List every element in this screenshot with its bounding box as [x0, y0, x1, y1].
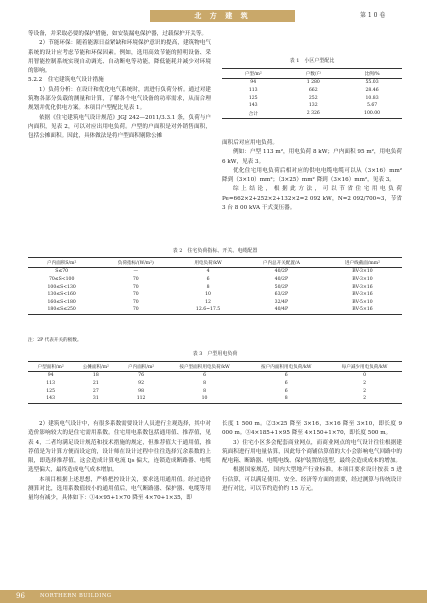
table-cell: 55.03 [365, 80, 379, 86]
table-cell: 40/2P [274, 269, 289, 275]
table-header-cell: 户数/户 [284, 69, 342, 79]
table-cell: 70 [132, 299, 139, 305]
table-cell: 31 [73, 395, 118, 403]
table-header-cell: 户型/m² [222, 69, 284, 79]
table-header-cell: 按户型面积用电负荷/kW [164, 362, 246, 372]
paragraph: 综上结论，根据此方法，可以节省住宅用电负荷 Pe=662×2+252×2+132×2=2 092 kW，N=2 092/700≈3，节省 3 台 8 00 kVA 干式变压器。 [222, 186, 402, 212]
table-row [28, 291, 402, 299]
table-cell: 70 [132, 277, 139, 283]
table-cell: 112 [118, 395, 163, 403]
table-header-cell: 户内总开关配置/A [240, 258, 323, 268]
table-cell: 4 [206, 269, 210, 275]
table-cell: 0 [363, 373, 367, 379]
table-cell: 32/4P [274, 299, 289, 305]
table-cell: BV-3×10 [352, 269, 373, 275]
table-cell: 2 326 [284, 110, 342, 119]
journal-name-footer: NORTHERN BUILDING [40, 593, 112, 599]
table-cell: 113 [46, 381, 55, 387]
table-cell: 1 280 [306, 80, 320, 86]
table-cell: BV-3×16 [352, 292, 373, 298]
table-cell: 2 [363, 381, 367, 387]
table-header-cell: 负荷指标/(W/m²) [95, 258, 176, 268]
table-cell: 100≤S<130 [47, 284, 76, 290]
table-row [222, 94, 402, 102]
table-cell: 6 [284, 388, 288, 394]
paragraph: 本项目根据上述思想，严格把控设计关，要求选用通用值。经过造价测算对比，选用系数值较小的通用值后，电气断路器、保护器、电缆等用量均有减少，具体如下：①4×95+1×70 降至 4×70+1×35，即 [28, 476, 211, 502]
table-cell: BV-3×16 [352, 284, 373, 290]
table-cell: 143 [28, 395, 73, 403]
paragraph: 2）节能环保：随着能源日益紧缺和环境保护意识的提高，建筑物电气系统的设计应考虑节能和环保因素。例如，选用高效节能的照明设备、采用智能控制系统实现自动调光、自动断电等功能，降低能耗并减少对环境的影响。 [28, 40, 211, 75]
paragraph: 根据国家规范，国内大型地产行业标准，本项目要求设计按表 5 进行估算，可以满足使用、安全、经济等方面的需要，经过测算与传统设计进行对比，可以节约造价约 15 万元。 [222, 467, 402, 493]
right-column-bottom [222, 420, 402, 494]
table-row [222, 110, 402, 119]
table2-note: 注：2P 代表开关的极数。 [28, 338, 82, 343]
table-cell: S≤70 [55, 269, 69, 275]
table-cell: 27 [92, 388, 99, 394]
table-cell: 98 [138, 388, 145, 394]
table-cell: 662 [308, 88, 318, 94]
table-cell: 76 [138, 373, 145, 379]
left-column-bottom [28, 420, 211, 504]
table-row [28, 387, 402, 395]
table-cell: BV-5×16 [323, 306, 402, 314]
table-cell: 125 [46, 388, 55, 394]
paragraph: 3）住宅小区多会配套商业网点，而商业网点的电气设计往往根据建筑面积进行用电量估算，因此每个商铺估算值的大小会影响电气回路中的配电箱、断路器、电缆电线、保护装置的选型，最终会造成成本的增加。 [222, 439, 402, 465]
table-row [222, 102, 402, 110]
left-column-top [28, 30, 211, 142]
journal-title: 北 方 建 筑 [194, 11, 251, 20]
table-cell: 50/2P [274, 284, 289, 290]
table-cell: 92 [138, 381, 145, 387]
table-cell: 94 [47, 373, 54, 379]
table-cell: 94 [250, 80, 257, 86]
page-number: 96 [16, 592, 25, 600]
table-cell: 70 [132, 284, 139, 290]
table-cell: 6 [203, 373, 207, 379]
table-cell: 70 [95, 306, 176, 314]
table-cell: 6 [206, 277, 210, 283]
table-row [28, 276, 402, 284]
table-cell: 12.6~17.5 [176, 306, 240, 314]
table-row [28, 372, 402, 380]
table-cell: 6 [284, 381, 288, 387]
paragraph: 2）建筑电气设计中，有很多系数需要设计人员进行主观选择，其中对造价影响较大的是住宅需用系数。住宅用电系数包括通用值、推荐值，见表 4，二者均满足设计规范和技术措施的规定，但推荐值大于通用值，推荐值是为计算方便而设定的，设计师在设计过程中往往选择冗余系数的上限，即选择推荐值，这会造成计算电流 Ijs 偏大，连锁造成断路器、电缆选型偏大，最终造成电气成本增加。 [28, 421, 211, 474]
table-cell: 8 [245, 395, 327, 403]
table-cell: 100.00 [342, 110, 402, 119]
table-cell: 10 [205, 292, 211, 298]
table-cell: 40/2P [274, 277, 289, 283]
table-cell: 160≤S<180 [47, 299, 76, 305]
table1 [222, 68, 402, 119]
table-row [28, 283, 402, 291]
table-cell: 18 [92, 373, 99, 379]
table-cell: 113 [248, 88, 258, 94]
paragraph: 面积后对应用电负荷。 [222, 140, 278, 146]
table-header-cell: 公摊面积/m² [73, 362, 118, 372]
table-cell: 63/2P [274, 292, 289, 298]
table-row [28, 306, 402, 314]
table-row [28, 268, 402, 276]
table-cell: 40/4P [240, 306, 323, 314]
paragraph: 例如：户型 113 m²，用电负荷 8 kW；户内面积 95 m²，用电负荷 6 kW，见表 3。 [222, 149, 402, 165]
table-header-cell: 进户线截面/mm² [323, 258, 402, 268]
table-cell: 6 [284, 373, 288, 379]
table-header-cell: 按户内面积用电负荷/kW [245, 362, 327, 372]
table-cell: 12 [205, 299, 211, 305]
table-cell: 10 [164, 395, 246, 403]
table-cell: 21 [92, 381, 99, 387]
paragraph: 优化住宅用电负荷后相对应的供电电缆电缆可以从（3×16）mm² 降到（3×10）mm²；（3×25）mm² 降到（3×16）mm²，见表 3。 [222, 167, 402, 184]
table-row [222, 87, 402, 95]
table-cell: 70≤S<100 [48, 277, 75, 283]
table2-caption: 表 2 住宅负荷指标、开关、电缆配置 [172, 248, 258, 254]
table-cell: 143 [248, 103, 258, 109]
table-cell: 8 [203, 388, 207, 394]
paragraph: 长度 1 500 m。②3×25 降至 3×16，3×16 降至 3×10，即长度 9 000 m。③4×185+1×95 降至 4×150+1×70，即长度 500 m。 [222, 421, 402, 437]
right-column-top [222, 139, 402, 213]
table-cell: 8 [203, 381, 207, 387]
paragraph: 依据《住宅建筑电气设计规范》JGJ 242—2011/3.3.1 条，负荷与户内面积，见表 2，可以对应出用电负荷。户型的户面积是对外销售面积，包括公摊面积。因此，具体做法是将户型面积剔除公摊 [28, 114, 211, 140]
table-cell: 5.67 [366, 103, 378, 109]
table-cell: 10.83 [365, 95, 379, 101]
table-row [28, 380, 402, 388]
table-cell: 合计 [222, 110, 284, 119]
table-cell: 2 [327, 395, 402, 403]
table-cell: BV-3×10 [352, 277, 373, 283]
table-cell: BV-5×10 [352, 299, 373, 305]
table-header-cell: 户内面积S/m² [28, 258, 95, 268]
table-row [222, 79, 402, 87]
table-header-cell: 用电负荷/kW [176, 258, 240, 268]
table-cell: 28.46 [365, 88, 379, 94]
issue-label: 第 1 0 卷 [360, 12, 386, 19]
table-cell: 252 [308, 95, 318, 101]
table-header-cell: 每户减少用电负荷/kW [327, 362, 402, 372]
table-header-cell: 户内面积/m² [118, 362, 163, 372]
table-row [28, 395, 402, 403]
table3-caption: 表 3 户型用电负荷 [192, 351, 238, 357]
table-cell: 180≤S≤250 [28, 306, 95, 314]
table2 [28, 257, 402, 315]
paragraph: 1）负荷分析：在设计和优化电气系统时，需进行负荷分析。通过对建筑物各部分负载的测量和计算，了解各个电气设备的功率需求，从而合理规划并优化供电方案。本项目户型配比见表 1。 [28, 86, 211, 112]
table-cell: 70 [132, 292, 139, 298]
table-header-cell: 户型面积/m² [28, 362, 73, 372]
table-cell: 2 [363, 388, 367, 394]
paragraph: 等设备，并采取必要的保护措施，如安装漏电保护器，过载保护开关等。 [28, 31, 208, 37]
section-heading: 5.2.2 住宅建筑电气设计措施 [28, 77, 104, 84]
table-row [28, 299, 402, 307]
table-cell: 8 [206, 284, 210, 290]
table-header-cell: 比例/% [342, 69, 402, 79]
table-cell: 125 [248, 95, 258, 101]
table-cell: 132 [308, 103, 318, 109]
table-cell: — [133, 269, 139, 275]
table3 [28, 361, 402, 404]
table-cell: 130≤S<160 [47, 292, 76, 298]
table1-caption: 表 1 小区户型配比 [289, 58, 335, 64]
